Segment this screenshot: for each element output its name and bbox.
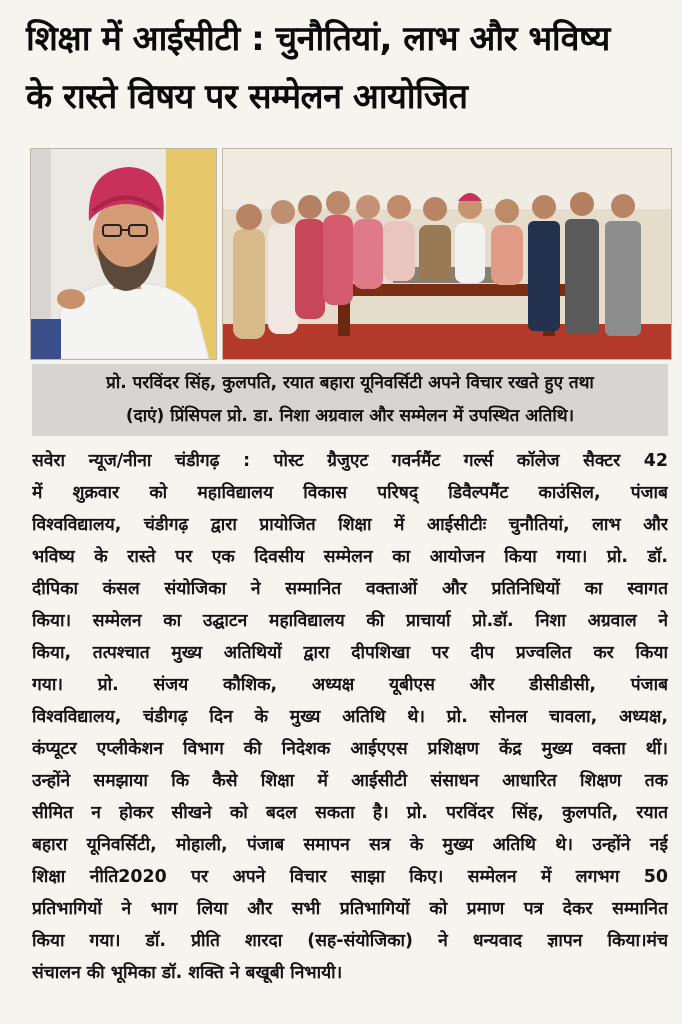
body-line: भविष्य के रास्ते पर एक दिवसीय सम्मेलन का आयोजन किया गया। प्रो. डॉ. (32, 547, 668, 567)
body-line: गया। प्रो. संजय कौशिक, अध्यक्ष यूबीएस और डीसीडीसी, पंजाब (32, 675, 668, 695)
body-line: दीपिका कंसल संयोजिका ने सम्मानित वक्ताओं और प्रतिनिधियों का स्वागत (32, 579, 668, 599)
body-line: प्रतिभागियों ने भाग लिया और सभी प्रतिभागियों को प्रमाण पत्र देकर सम्मानित (32, 899, 668, 919)
body-line: किया। सम्मेलन का उद्घाटन महाविद्यालय की प्राचार्या प्रो.डॉ. निशा अग्रवाल ने (32, 611, 668, 631)
body-line: में शुक्रवार को महाविद्यालय विकास परिषद् डिवैल्पमैंट काउंसिल, पंजाब (32, 483, 668, 503)
body-line: विश्वविद्यालय, चंडीगढ़ द्वारा प्रायोजित शिक्षा में आईसीटीः चुनौतियां, लाभ और (32, 515, 668, 535)
body-line: सीमित न होकर सीखने को बदल सकता है। प्रो. परविंदर सिंह, कुलपति, रयात (32, 803, 668, 823)
body-line: सवेरा न्यूज/नीना चंडीगढ़ : पोस्ट ग्रैजुएट गवर्नमैंट गर्ल्स कॉलेज सैक्टर 42 (32, 451, 668, 471)
headline (26, 10, 666, 126)
body-line: उन्होंने समझाया कि कैसे शिक्षा में आईसीटी संसाधन आधारित शिक्षण तक (32, 771, 668, 791)
body-line: किया, तत्पश्चात मुख्य अतिथियों द्वारा दीपशिखा पर दीप प्रज्वलित कर किया (32, 643, 668, 663)
body-line: किया गया। डॉ. प्रीति शारदा (सह-संयोजिका) ने धन्यवाद ज्ञापन किया।मंच (32, 931, 668, 951)
headline-line-1: शिक्षा में आईसीटी : चुनौतियां, लाभ और भविष्य (26, 19, 610, 59)
body-line: विश्वविद्यालय, चंडीगढ़ दिन के मुख्य अतिथि थे। प्रो. सोनल चावला, अध्यक्ष, (32, 707, 668, 727)
body-line: शिक्षा नीति2020 पर अपने विचार साझा किए। सम्मेलन में लगभग 50 (32, 867, 668, 887)
caption-line-2: (दाएं) प्रिंसिपल प्रो. डा. निशा अग्रवाल और सम्मेलन में उपस्थित अतिथि। (125, 406, 575, 426)
group-photo (222, 148, 672, 360)
photo-caption (32, 364, 668, 436)
body-line: कंप्यूटर एप्लीकेशन विभाग की निदेशक आईएएस प्रशिक्षण केंद्र मुख्य वक्ता थीं। (32, 739, 668, 759)
article-body (32, 445, 668, 989)
speaker-photo-illustration (31, 149, 216, 359)
speaker-photo (30, 148, 217, 360)
body-line: संचालन की भूमिका डॉ. शक्ति ने बखूबी निभायी। (32, 963, 343, 983)
group-photo-illustration (223, 149, 671, 359)
headline-line-2: के रास्ते विषय पर सम्मेलन आयोजित (26, 77, 468, 117)
caption-line-1: प्रो. परविंदर सिंह, कुलपति, रयात बहारा यूनिवर्सिटी अपने विचार रखते हुए तथा (106, 373, 594, 393)
body-line: बहारा यूनिवर्सिटी, मोहाली, पंजाब समापन सत्र के मुख्य अतिथि थे। उन्होंने नई (32, 835, 668, 855)
